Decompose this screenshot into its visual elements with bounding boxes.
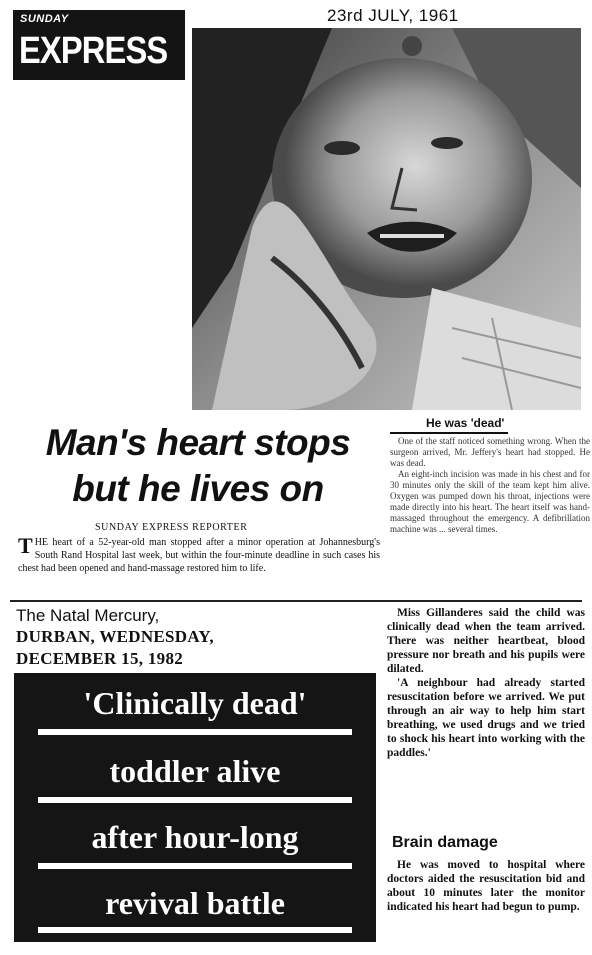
right-column-text <box>387 606 585 760</box>
headline-bar <box>38 927 352 933</box>
sunday-express-masthead <box>13 10 185 80</box>
lead-paragraph <box>18 533 380 575</box>
divider <box>10 600 582 602</box>
sidebar-heading-text: He was 'dead' <box>390 416 508 434</box>
right-column-text-2 <box>387 858 585 914</box>
sidebar-p1: One of the staff noticed something wrong. When the surgeon arrived, Mr. Jeffery's heart had stopped. He was dead. <box>390 436 590 468</box>
rcol-p2: 'A neighbour had already started resuscitation before we arrived. We put through an air way to help him start breathing, we used drugs and we tried to shock his heart into working with the paddles.' <box>387 677 585 759</box>
subhead-brain-damage: Brain damage <box>392 834 498 851</box>
headline1-line2: but he lives on <box>72 468 324 509</box>
article-date: 23rd JULY, 1961 <box>327 6 459 25</box>
headline1-line1: Man's heart stops <box>45 422 351 463</box>
sidebar-p2: An eight-inch incision was made in his chest and for 30 minutes only the skill of the team kept him alive. Oxygen was pumped down his throat, injections were made directly into his heart. The heart itself was hand-massaged throughout the emergency. A defibrillation machine was ... several times. <box>390 469 590 534</box>
headline-box <box>14 673 376 942</box>
headline-bar <box>38 797 352 803</box>
headline-mans-heart <box>18 420 378 512</box>
headline2-line1: 'Clinically dead' <box>83 685 307 721</box>
headline2-line4: revival battle <box>105 885 285 921</box>
byline: SUNDAY EXPRESS REPORTER <box>95 522 248 533</box>
rcol-p1: Miss Gillanderes said the child was clinically dead when the team arrived. There was neither heartbeat, blood pressure nor breath and his pupils were dilated. <box>387 607 585 675</box>
masthead-big: EXPRESS <box>19 30 168 72</box>
natal-date-line1: DURBAN, WEDNESDAY, <box>16 627 214 646</box>
headline-bar <box>38 729 352 735</box>
sidebar-heading <box>390 416 590 430</box>
headline-bar <box>38 863 352 869</box>
natal-date-line2: DECEMBER 15, 1982 <box>16 649 184 668</box>
headline2-line3: after hour-long <box>91 819 299 855</box>
rcol-p3: He was moved to hospital where doctors aided the resuscitation bid and about 10 minutes later the monitor indicated his heart had begun to pump. <box>387 859 585 913</box>
drop-cap: T <box>18 533 33 558</box>
headline2-line2: toddler alive <box>109 753 281 789</box>
sidebar-body <box>390 436 590 535</box>
lead-text: HE heart of a 52-year-old man stopped after a minor operation at Johannesburg's South Rand Hospital last week, but within the four-minute deadline in such cases his chest had been opened and hand-massage restored him to life. <box>18 537 380 574</box>
natal-mercury-title: The Natal Mercury, <box>16 606 160 625</box>
patient-photo <box>192 28 581 410</box>
masthead-small: SUNDAY <box>20 13 69 25</box>
